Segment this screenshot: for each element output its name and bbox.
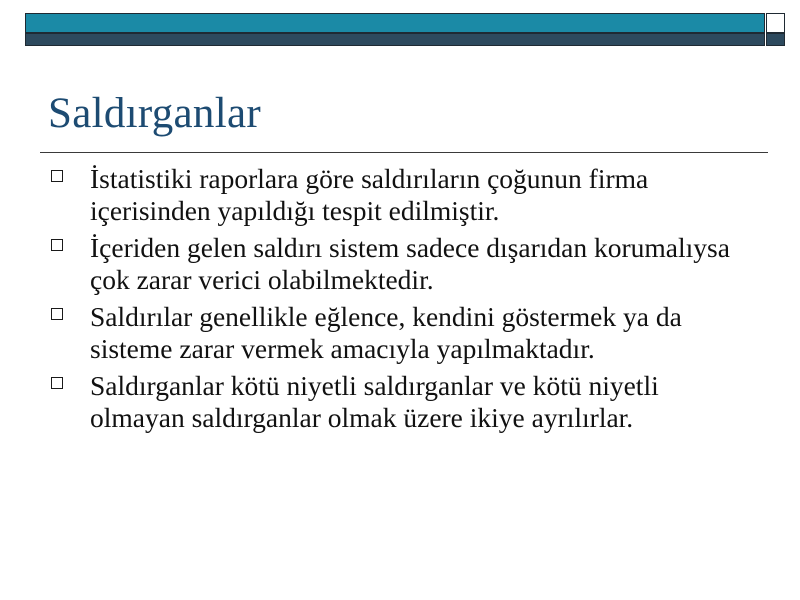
bullet-text: İstatistiki raporlara göre saldırıların çoğunun firma içerisinden yapıldığı tespit edilmiştir.	[90, 163, 649, 226]
hollow-square-icon	[51, 308, 63, 320]
header-square-bottom	[766, 33, 785, 46]
list-item	[46, 370, 756, 434]
hollow-square-icon	[51, 239, 63, 251]
header-bar-top	[25, 13, 765, 33]
bullet-list	[46, 163, 756, 439]
bullet-text: İçeriden gelen saldırı sistem sadece dışarıdan korumalıysa çok zarar verici olabilmektedir.	[90, 232, 730, 295]
header-bar-bottom	[25, 33, 765, 46]
title-divider	[40, 152, 768, 153]
hollow-square-icon	[51, 170, 63, 182]
slide-title: Saldırganlar	[48, 90, 261, 137]
list-item	[46, 163, 756, 227]
bullet-text: Saldırganlar kötü niyetli saldırganlar ve kötü niyetli olmayan saldırganlar olmak üzere ikiye ayrılırlar.	[90, 370, 659, 433]
hollow-square-icon	[51, 377, 63, 389]
list-item	[46, 301, 756, 365]
header-square-top	[766, 13, 785, 33]
list-item	[46, 232, 756, 296]
bullet-text: Saldırılar genellikle eğlence, kendini göstermek ya da sisteme zarar vermek amacıyla yapılmaktadır.	[90, 301, 682, 364]
